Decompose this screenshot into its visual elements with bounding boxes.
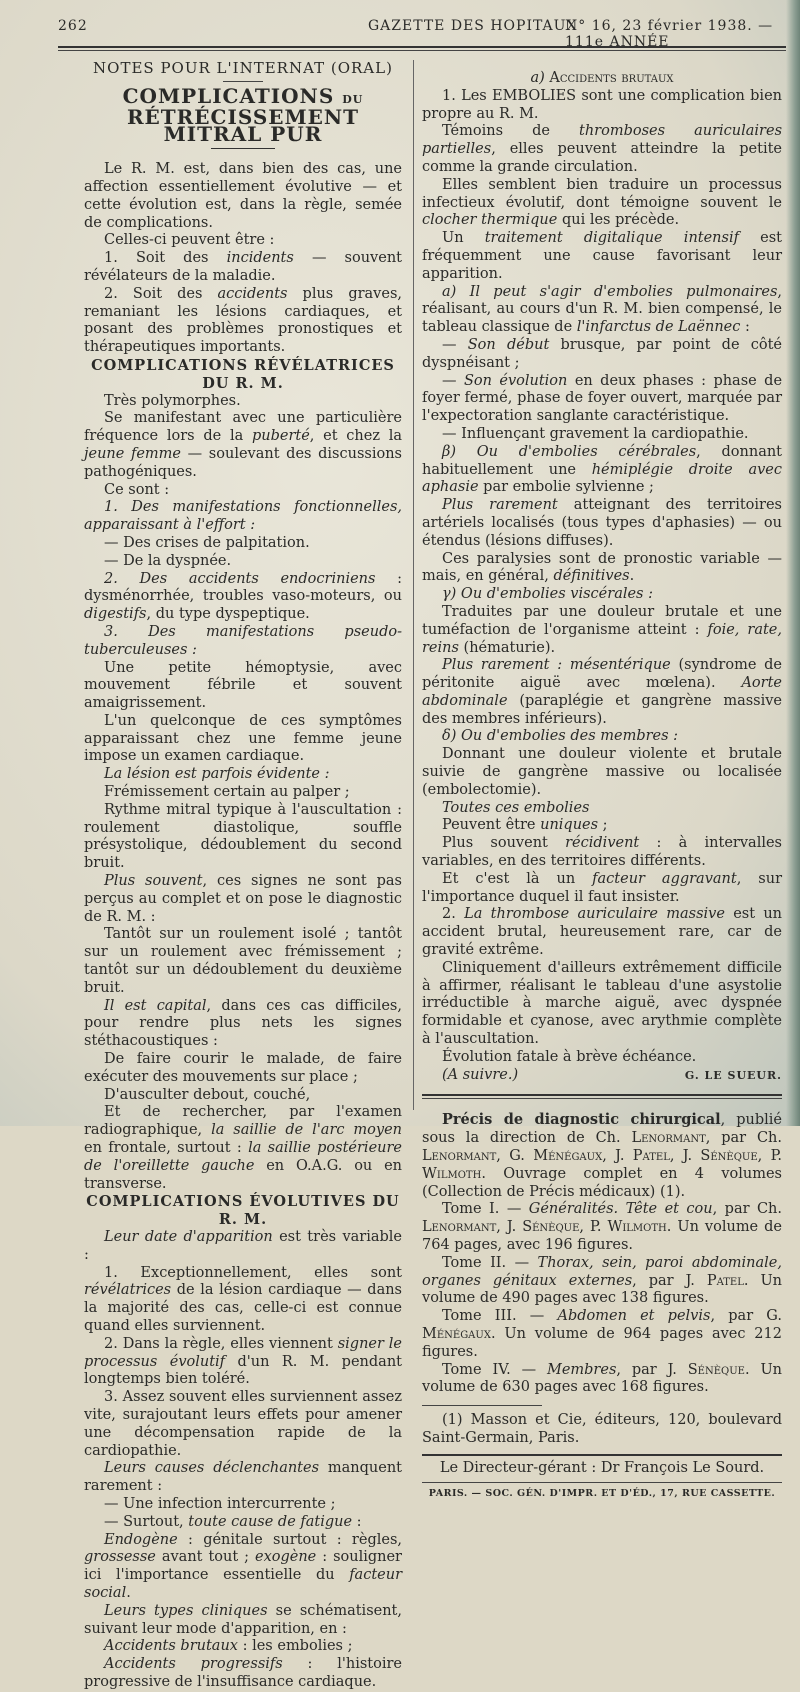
volume-entry: Tome I. — Généralités. Tête et cou, par Ch. Lenormant, J. Sénèque, P. Wilmoth. Un volume de 764 pages, avec 196 figures. (422, 1201, 782, 1253)
paragraph: Elles semblent bien traduire un processus infectieux évolutif, dont témoigne souvent le clocher thermique qui les précède. (422, 176, 782, 229)
paragraph: Endogène : génitale surtout : règles, grossesse avant tout ; exogène : souligner ici l'importance essentielle du facteur social. (84, 1531, 402, 1601)
paragraph: 2. Dans la règle, elles viennent signer le processus évolutif d'un R. M. pendant longtemps bien toléré. (84, 1335, 402, 1388)
paragraph: 1. Exceptionnellement, elles sont révélatrices de la lésion cardiaque — dans la majorité des cas, celle-ci est connue quand elles surviennent. (84, 1264, 402, 1334)
paragraph: — Surtout, toute cause de fatigue : (104, 1513, 362, 1530)
paragraph: Toutes ces embolies (442, 799, 590, 816)
author-signature: G. LE SUEUR. (684, 1068, 782, 1082)
printer-line: PARIS. — SOC. GÉN. D'IMPR. ET D'ÉD., 17, RUE CASSETTE. (422, 1482, 782, 1503)
paragraph: — Des crises de palpitation. (104, 534, 310, 551)
paragraph: — De la dyspnée. (104, 552, 232, 569)
paragraph: 3. Assez souvent elles surviennent assez vite, surajoutant leurs effets pour amener une décompensation rapide de la cardiopathie. (84, 1389, 402, 1459)
paragraph: Traduites par une douleur brutale et une tuméfaction de l'organisme atteint : foie, rate, reins (hématurie). (422, 603, 782, 656)
volume-entry: Tome II. — Thorax, sein, paroi abdominale, organes génitaux externes, par J. Patel. Un volume de 490 pages avec 138 figures. (422, 1254, 783, 1307)
paragraph: — Influençant gravement la cardiopathie. (442, 425, 749, 442)
paragraph: Plus rarement atteignant des territoires artériels localisés (tous types d'aphasies) — ou étendus (lésions diffuses). (422, 497, 782, 549)
paragraph: Un traitement digitalique intensif est fréquemment une cause favorisant leur apparition. (422, 230, 783, 282)
paragraph: 2. Soit des accidents plus graves, remaniant les lésions cardiaques, et posant des problèmes pronostiques et thérapeutiques importants. (84, 285, 403, 356)
paragraph: Leur date d'apparition est très variable : (84, 1229, 402, 1263)
paragraph: — Son début brusque, par point de côté dyspnéisant ; (422, 336, 783, 371)
paragraph: Rythme mitral typique à l'auscultation : roulement diastolique, souffle présystolique, dédoublement du second bruit. (84, 801, 402, 872)
paragraph: Accidents brutaux : les embolies ; (104, 1638, 353, 1655)
paragraph: Celles-ci peuvent être : (104, 232, 275, 249)
divider (211, 148, 275, 149)
section-heading: NOTES POUR L'INTERNAT (ORAL) (93, 59, 393, 77)
paragraph: Cliniquement d'ailleurs extrêmement difficile à affirmer, réalisant le tableau d'une asystolie irréductible à marche aiguë, avec dyspnée formidable et cyanose, avec arythmie complète à l'auscultation. (422, 959, 782, 1048)
paragraph: a) Il peut s'agir d'embolies pulmonaires, réalisant, au cours d'un R. M. bien compensé, le tableau classique de l'infarctus de Laënnec : (422, 283, 782, 336)
paragraph: Frémissement certain au palper ; (104, 784, 350, 801)
paragraph: γ) Ou d'embolies viscérales : (442, 586, 653, 603)
paragraph: 1. Des manifestations fonctionnelles, apparaissant à l'effort : (84, 499, 402, 534)
paragraph: Une petite hémoptysie, avec mouvement fébrile et souvent amaigrissement. (84, 659, 402, 712)
issue-line: N° 16, 23 février 1938. — 111e ANNÉE (565, 18, 774, 50)
paragraph: Plus rarement : mésentérique (syndrome de péritonite aiguë avec mœlena). Aorte abdominale (paraplégie et gangrène massive des membres inférieurs). (422, 657, 783, 727)
page-number: 262 (58, 18, 88, 34)
paragraph: 2. Des accidents endocriniens : dysménorrhée, troubles vaso-moteurs, ou digestifs, du type dyspeptique. (84, 570, 402, 623)
paragraph: δ) Ou d'embolies des membres : (442, 728, 679, 745)
article-title: COMPLICATIONS DU RÉTRÉCISSEMENT MITRAL PUR (122, 83, 364, 147)
director-line: Le Directeur-gérant : Dr François Le Sourd. (439, 1459, 765, 1476)
page-header (0, 18, 790, 50)
paragraph: Très polymorphes. (104, 392, 241, 409)
section-heading: a) Accidents brutaux (530, 70, 674, 86)
header-rule (58, 46, 786, 48)
paragraph: L'un quelconque de ces symptômes apparaissant chez une femme jeune impose un examen cardiaque. (84, 712, 402, 765)
continued-note: (A suivre.) (442, 1066, 519, 1083)
paragraph: D'ausculter debout, couché, (104, 1086, 311, 1103)
divider (422, 1094, 782, 1099)
paragraph: 2. La thrombose auriculaire massive est un accident brutal, heureusement rare, car de gravité extrême. (422, 906, 782, 959)
paragraph: 1. Les EMBOLIES sont une complication bien propre au R. M. (422, 87, 782, 122)
paragraph: Se manifestant avec une particulière fréquence lors de la puberté, et chez la jeune femme — soulevant des discussions pathogéniques. (84, 410, 402, 480)
paragraph: — Une infection intercurrente ; (104, 1495, 336, 1512)
paragraph: Et c'est là un facteur aggravant, sur l'importance duquel il faut insister. (422, 870, 782, 905)
paragraph: Leurs causes déclenchantes manquent rarement : (84, 1460, 402, 1495)
journal-title: GAZETTE DES HOPITAUX (368, 18, 578, 34)
column-divider (413, 60, 414, 1110)
volume-entry: Tome IV. — Membres, par J. Sénèque. Un volume de 630 pages avec 168 figures. (422, 1361, 782, 1396)
paragraph: Accidents progressifs : l'histoire progressive de l'insuffisance cardiaque. (84, 1656, 402, 1690)
paragraph: Évolution fatale à brève échéance. (442, 1048, 697, 1065)
paragraph: — Son évolution en deux phases : phase de foyer fermé, phase de foyer ouvert, marquée par l'expectoration sanglante caractéristique. (422, 372, 783, 425)
paragraph: Ces paralysies sont de pronostic variable — mais, en général, définitives. (422, 550, 782, 585)
paragraph: Leurs types cliniques se schématisent, suivant leur mode d'apparition, en : (84, 1602, 402, 1637)
volume-entry: Tome III. — Abdomen et pelvis, par G. Ménégaux. Un volume de 964 pages avec 212 figures. (422, 1308, 782, 1360)
paragraph: De faire courir le malade, de faire exécuter des mouvements sur place ; (84, 1051, 402, 1085)
paragraph: Plus souvent récidivent : à intervalles variables, en des territoires différents. (422, 835, 782, 870)
right-column (422, 70, 782, 1502)
page-footer (422, 1454, 782, 1503)
paragraph: Peuvent être uniques ; (442, 817, 608, 834)
footnote-rule (422, 1405, 542, 1406)
book-review: Précis de diagnostic chirurgical, publié sous la direction de Ch. Lenormant, par Ch. Lenormant, G. Ménégaux, J. Patel, J. Sénèque, P. Wilmoth. Ouvrage complet en 4 volumes (Collection de Précis médicaux) (1). (422, 1111, 783, 1200)
signature-line (422, 1067, 782, 1085)
paragraph: β) Ou d'embolies cérébrales, donnant habituellement une hémiplégie droite avec aphasie par embolie sylvienne ; (422, 443, 783, 496)
paragraph: Tantôt sur un roulement isolé ; tantôt sur un roulement avec frémissement ; tantôt sur un dédoublement du deuxième bruit. (84, 926, 402, 996)
paragraph: Le R. M. est, dans bien des cas, une affection essentiellement évolutive — et cette évolution est, dans la règle, semée de complications. (84, 161, 402, 231)
paragraph: Il est capital, dans ces cas difficiles, pour rendre plus nets les signes stéthacoustiques : (84, 997, 402, 1050)
paragraph: Donnant une douleur violente et brutale suivie de gangrène massive ou localisée (embolectomie). (422, 746, 782, 798)
page-edge (786, 0, 800, 1126)
paragraph: 1. Soit des incidents — souvent révélateurs de la maladie. (84, 250, 403, 284)
subheading: COMPLICATIONS RÉVÉLATRICES DU R. M. (91, 356, 395, 392)
paragraph: Ce sont : (104, 481, 170, 498)
paragraph: Plus souvent, ces signes ne sont pas perçus au complet et on pose le diagnostic de R. M. : (84, 873, 402, 925)
footnote: (1) Masson et Cie, éditeurs, 120, boulevard Saint-Germain, Paris. (422, 1412, 782, 1446)
paragraph: Et de rechercher, par l'examen radiographique, la saillie de l'arc moyen en frontale, surtout : la saillie postérieure de l'oreillette gauche en O.A.G. ou en transverse. (84, 1104, 403, 1192)
left-column (84, 60, 402, 1692)
paragraph: 3. Des manifestations pseudo-tuberculeuses : (84, 623, 402, 658)
paragraph: La lésion est parfois évidente : (104, 766, 330, 783)
header-rule-thin (58, 50, 786, 51)
divider (223, 81, 263, 82)
paragraph: Témoins de thromboses auriculaires partielles, elles peuvent atteindre la petite comme la grande circulation. (422, 123, 783, 175)
subheading: COMPLICATIONS ÉVOLUTIVES DU R. M. (86, 1193, 400, 1229)
